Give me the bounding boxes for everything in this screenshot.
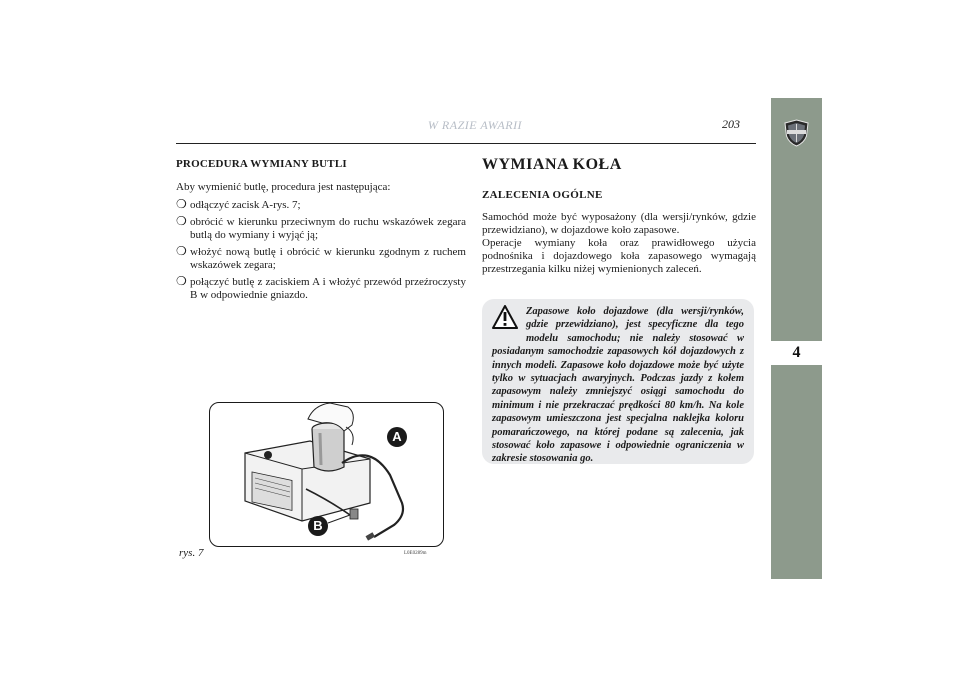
procedure-list bbox=[176, 199, 466, 302]
sub-heading: ZALECENIA OGÓLNE bbox=[482, 189, 603, 201]
label-a: A bbox=[392, 429, 402, 444]
paragraph: Operacje wymiany koła oraz prawidłowego użycia podnośnika i dojazdowego koła zapasowego wymagają przestrzegania kilku niżej wymienionych zaleceń. bbox=[482, 237, 756, 275]
list-item: ❍ połączyć butlę z zaciskiem A i włożyć przewód przeźroczysty B w odpowiednie gniazdo. bbox=[176, 274, 466, 301]
running-header-title: W RAZIE AWARII bbox=[427, 118, 523, 132]
compressor-illustration bbox=[210, 403, 443, 546]
warning-text: Zapasowe koło dojazdowe (dla wersji/rynków, gdzie przewidziano), jest specyficzne dla tego modelu samochodu; nie należy stosować w posiadanym samochodzie zapasowych kół dojazdowych z innych modeli. Zapasowe koło dojazdowe może być użyte tylko w sytuacjach awaryjnych. Podczas jazdy z kołem zapasowym należy zmniejszyć osiągi samochodu do minimum i nie przekraczać prędkości 80 km/h. Na kole zapasowym umieszczona jest specjalna naklejka koloru pomarańczowego, na której podane są zalecenia, jak stosować koło zapasowe i odpowiednie ograniczenia w zakresie stosowania go. bbox=[492, 306, 744, 465]
intro-text: Aby wymienić butlę, procedura jest następująca: bbox=[176, 181, 391, 193]
list-item: ❍ odłączyć zacisk A-rys. 7; bbox=[176, 197, 301, 211]
lancia-shield-icon bbox=[784, 119, 809, 147]
chapter-side-tab bbox=[771, 98, 822, 579]
right-column bbox=[482, 158, 756, 276]
bullet-circle-icon: ❍ bbox=[176, 197, 187, 211]
left-column bbox=[176, 158, 466, 306]
section-title: PROCEDURA WYMIANY BUTLI bbox=[176, 158, 347, 170]
header-rule bbox=[176, 143, 756, 144]
list-item: ❍ włożyć nową butlę i obrócić w kierunku zgodnym z ruchem wskazówek zegara; bbox=[176, 244, 466, 271]
label-b: B bbox=[313, 518, 323, 533]
figure-caption: rys. 7 bbox=[179, 547, 204, 559]
chapter-heading: WYMIANA KOŁA bbox=[482, 156, 622, 173]
list-item: ❍ obrócić w kierunku przeciwnym do ruchu wskazówek zegara butlą do wymiany i wyjąć ją; bbox=[176, 214, 466, 241]
bullet-circle-icon: ❍ bbox=[176, 214, 187, 228]
chapter-number: 4 bbox=[771, 341, 822, 365]
figure-compressor-bottle bbox=[209, 402, 444, 547]
paragraph: Samochód może być wyposażony (dla wersji/rynków, gdzie przewidziano), w dojazdowe koło zapasowe. bbox=[482, 211, 756, 236]
figure-code: L0E0289m bbox=[404, 551, 427, 556]
warning-box bbox=[482, 299, 754, 464]
warning-triangle-icon bbox=[492, 305, 518, 329]
bullet-circle-icon: ❍ bbox=[176, 244, 187, 258]
page-number: 203 bbox=[722, 117, 740, 131]
bullet-circle-icon: ❍ bbox=[176, 274, 187, 288]
